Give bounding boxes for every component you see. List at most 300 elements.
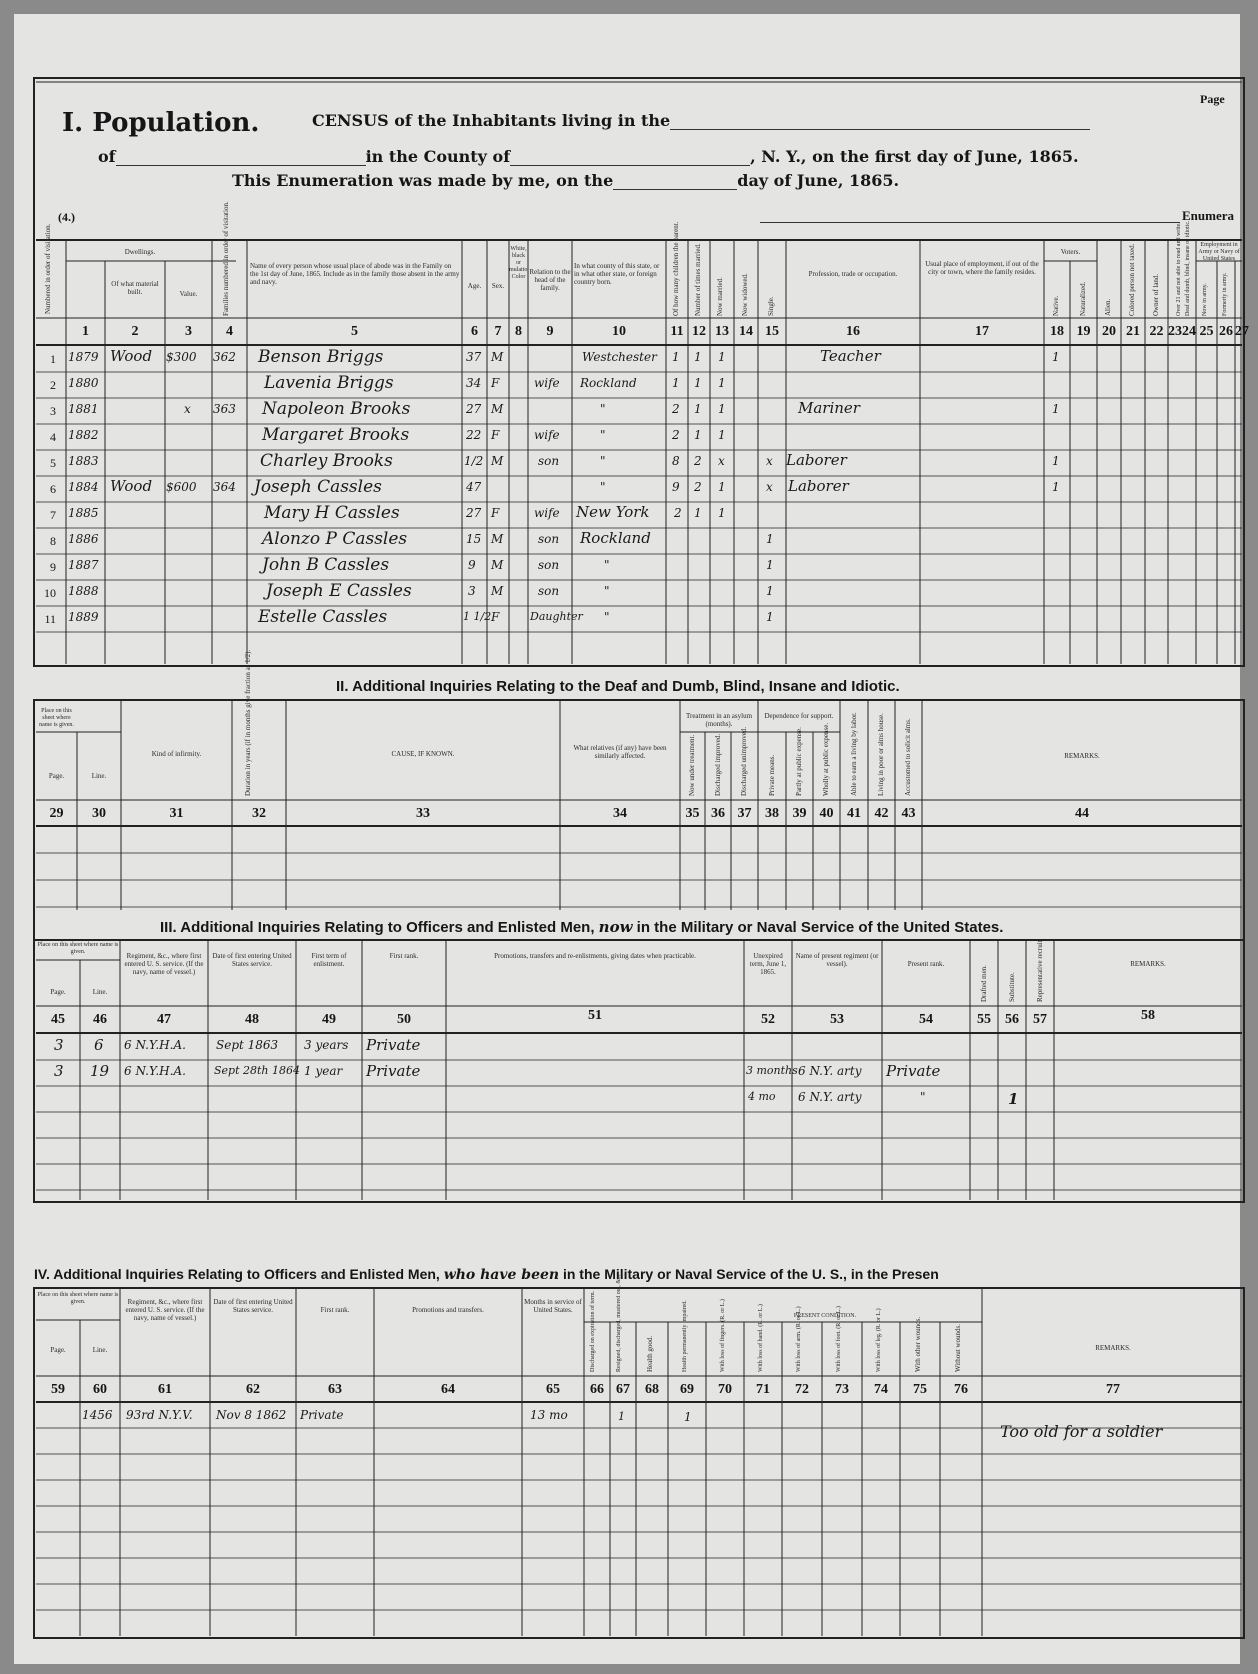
- entry-date: Nov 8 1862: [216, 1408, 287, 1422]
- col-10-label: In what county of this state, or in what other state, or foreign country born.: [574, 262, 660, 286]
- times-married: 1: [694, 376, 702, 390]
- s4-col-60-label: Line.: [92, 1346, 108, 1354]
- row-line-number: 8: [50, 534, 56, 548]
- form-number: (4.): [58, 210, 75, 224]
- person-birthplace: ": [600, 402, 606, 416]
- section-3-heading: III. Additional Inquiries Relating to Officers and Enlisted Men, now in the Military or Naval Service of the United States.: [160, 918, 1004, 936]
- children-count: 9: [672, 480, 680, 494]
- person-age: 37: [466, 350, 482, 364]
- person-birthplace: ": [604, 584, 610, 598]
- times-married: 2: [694, 454, 702, 468]
- person-name: Alonzo P Cassles: [262, 529, 408, 549]
- col-num-25: 25: [1199, 324, 1214, 339]
- single-mark: x: [766, 480, 773, 494]
- col-num-18: 18: [1050, 324, 1064, 339]
- first-rank: Private: [366, 1036, 421, 1054]
- s3-col-num-58: 58: [1141, 1008, 1155, 1023]
- present-rank: ": [920, 1090, 926, 1104]
- col-num-21: 21: [1126, 324, 1140, 339]
- row-line-number: 2: [50, 378, 56, 392]
- s2-group-place: Place on this sheet where name is given.: [39, 708, 74, 728]
- census-title-line-1: CENSUS of the Inhabitants living in the: [312, 110, 1090, 130]
- col-num-1: 1: [82, 324, 89, 339]
- s4-col-73-label: With loss of foot. (R. or L.): [836, 1306, 842, 1372]
- now-married: 1: [718, 428, 726, 442]
- col-num-10: 10: [612, 324, 626, 339]
- s4-col-66-label: Discharged on expiration of term.: [590, 1290, 596, 1372]
- col-num-22: 22: [1149, 324, 1164, 339]
- s3-col-57-label: Representative recruit.: [1036, 938, 1044, 1002]
- person-sex: M: [491, 402, 504, 416]
- s4-col-num-70: 70: [718, 1382, 732, 1397]
- s2-col-num-32: 32: [252, 806, 266, 821]
- row-line-number: 10: [44, 586, 56, 600]
- s2-col-43-label: Accustomed to solicit alms.: [904, 718, 912, 796]
- now-married: x: [718, 454, 725, 468]
- person-name: Lavenia Briggs: [264, 373, 394, 393]
- s3-col-num-52: 52: [761, 1012, 775, 1027]
- entry-date: Sept 28th 1864: [214, 1064, 300, 1077]
- person-name: Joseph Cassles: [254, 477, 382, 497]
- s4-col-70-label: With loss of fingers. (R. or L.): [720, 1299, 726, 1372]
- col-num-5: 5: [351, 324, 358, 339]
- col-num-13: 13: [715, 324, 729, 339]
- line-ref: 6: [94, 1036, 104, 1054]
- col-2-label: Of what material built.: [111, 280, 159, 296]
- person-birthplace: ": [600, 428, 606, 442]
- occupation: Mariner: [798, 399, 860, 417]
- person-age: 47: [466, 480, 482, 494]
- single-mark: x: [766, 454, 773, 468]
- unexpired-term: 3 months: [746, 1064, 798, 1077]
- dwelling-value: x: [184, 402, 191, 416]
- person-relation: son: [538, 584, 560, 598]
- row-line-number: 4: [50, 430, 56, 444]
- s4-col-68-label: Health good.: [646, 1335, 654, 1372]
- section-1-heading: I. Population.: [62, 108, 260, 138]
- person-birthplace: New York: [576, 503, 650, 521]
- line-ref: 19: [90, 1062, 110, 1080]
- family-number: 362: [213, 350, 236, 364]
- col-num-4: 4: [226, 324, 233, 339]
- person-age: 9: [468, 558, 476, 572]
- s4-col-63-label: First rank.: [320, 1306, 350, 1314]
- dwelling-number: 1889: [68, 610, 99, 624]
- col-18-label: Native.: [1052, 295, 1060, 316]
- children-count: 1: [672, 350, 680, 364]
- occupation: Laborer: [788, 477, 849, 495]
- person-sex: M: [491, 584, 504, 598]
- children-count: 2: [674, 506, 682, 520]
- s3-col-56-label: Substitute.: [1008, 972, 1016, 1002]
- s2-group-treatment: Treatment in an asylum (months).: [685, 712, 753, 728]
- s2-col-num-30: 30: [92, 806, 106, 821]
- person-relation: wife: [534, 376, 560, 390]
- dwelling-number: 1886: [68, 532, 99, 546]
- times-married: 1: [694, 402, 702, 416]
- s4-col-num-65: 65: [546, 1382, 560, 1397]
- s4-col-num-61: 61: [158, 1382, 172, 1397]
- s3-col-54-label: Present rank.: [907, 960, 945, 968]
- single-mark: 1: [766, 532, 774, 546]
- s4-col-num-75: 75: [913, 1382, 927, 1397]
- s2-col-32-label: Duration in years (if in months give fraction as 1/2).: [244, 649, 252, 796]
- col-23-label: Over 21 and not able to read and write.: [1176, 222, 1182, 316]
- s3-col-46-label: Line.: [92, 988, 108, 996]
- person-relation: son: [538, 558, 560, 572]
- person-sex: M: [491, 558, 504, 572]
- dwelling-material: Wood: [110, 477, 153, 495]
- group-employment: Employment in Army or Navy of United States: [1198, 242, 1240, 262]
- entry-date: Sept 1863: [216, 1038, 279, 1052]
- dwelling-number: 1881: [68, 402, 99, 416]
- person-age: 27: [466, 402, 482, 416]
- s2-col-37-label: Discharged unimproved.: [740, 726, 748, 796]
- native-mark: 1: [1052, 480, 1060, 494]
- col-12-label: Number of times married.: [694, 243, 702, 316]
- person-name: John B Cassles: [262, 555, 390, 575]
- census-title-line-3: This Enumeration was made by me, on the day of June, 1865.: [232, 171, 900, 190]
- native-mark: 1: [1052, 454, 1060, 468]
- dwelling-number: 1879: [68, 350, 99, 364]
- col-14-label: Now widowed.: [741, 273, 749, 316]
- s4-col-num-66: 66: [590, 1382, 604, 1397]
- now-married: 1: [718, 480, 726, 494]
- col-num-14: 14: [739, 324, 753, 339]
- occupation: Teacher: [820, 347, 881, 365]
- col-20-label: Alien.: [1104, 298, 1112, 316]
- enlistment-term: 3 years: [304, 1038, 349, 1052]
- col-13-label: Now married.: [716, 277, 724, 316]
- person-age: 3: [468, 584, 476, 598]
- person-sex: M: [491, 454, 504, 468]
- family-number: 364: [213, 480, 236, 494]
- col-num-17: 17: [975, 324, 989, 339]
- col-19-label: Naturalized.: [1079, 281, 1087, 316]
- section-2-heading: II. Additional Inquiries Relating to the Deaf and Dumb, Blind, Insane and Idiotic.: [336, 678, 900, 695]
- s3-col-num-54: 54: [919, 1012, 933, 1027]
- person-sex: F: [491, 610, 500, 624]
- s4-col-num-59: 59: [51, 1382, 65, 1397]
- dwelling-material: Wood: [110, 347, 153, 365]
- col-17-label: Usual place of employment, if out of the city or town, where the family resides.: [925, 260, 1039, 276]
- s4-col-71-label: With loss of hand. (R. or L.): [758, 1304, 764, 1372]
- section-3-heading-emphasis: now: [598, 918, 633, 936]
- s3-col-num-50: 50: [397, 1012, 411, 1027]
- s2-col-num-42: 42: [874, 806, 889, 821]
- s4-col-69-label: Health permanently impaired.: [682, 1300, 688, 1372]
- person-sex: F: [491, 376, 500, 390]
- s4-col-num-72: 72: [795, 1382, 809, 1397]
- col-7-label: Sex.: [491, 282, 505, 290]
- col-num-26: 26: [1219, 324, 1233, 339]
- s4-group-place: Place on this sheet where name is given.: [37, 1292, 119, 1305]
- s3-col-num-51: 51: [588, 1008, 602, 1023]
- s2-col-num-34: 34: [613, 806, 627, 821]
- person-birthplace: Rockland: [580, 529, 651, 547]
- page-ref: 3: [54, 1062, 64, 1080]
- enumeration-line: [760, 222, 1180, 223]
- s4-col-76-label: Without wounds.: [954, 1324, 962, 1372]
- s2-col-38-label: Private means.: [768, 754, 776, 796]
- s2-col-num-41: 41: [847, 806, 861, 821]
- s2-col-31-label: Kind of infirmity.: [151, 750, 202, 758]
- times-married: 1: [694, 428, 702, 442]
- person-age: 15: [466, 532, 482, 546]
- col-22-label: Owner of land.: [1152, 273, 1160, 316]
- s3-col-53-label: Name of present regiment (or vessel).: [795, 952, 879, 968]
- s4-col-num-74: 74: [874, 1382, 888, 1397]
- col-1-label: Numbered in order of visitation.: [44, 223, 52, 314]
- row-line-number: 3: [50, 404, 56, 418]
- page-ref: 3: [54, 1036, 64, 1054]
- row-line-number: 1: [50, 352, 56, 366]
- s4-col-75-label: With other wounds.: [914, 1316, 922, 1372]
- person-name: Napoleon Brooks: [262, 399, 411, 419]
- page-label: Page: [1200, 92, 1225, 106]
- s2-col-29-label: Page.: [48, 772, 65, 780]
- regiment: 6 N.Y.H.A.: [124, 1038, 186, 1052]
- s3-col-55-label: Drafted men.: [980, 965, 988, 1002]
- s2-col-num-37: 37: [737, 806, 752, 821]
- s3-col-51-label: Promotions, transfers and re-enlistments, giving dates when practicable.: [494, 952, 696, 960]
- row-line-number: 7: [50, 508, 56, 522]
- col-9-label: Relation to the head of the family.: [529, 268, 571, 292]
- s3-col-48-label: Date of first entering United States service.: [212, 952, 292, 968]
- dwelling-number: 1887: [68, 558, 99, 572]
- col-num-27: 27: [1235, 324, 1249, 339]
- person-sex: M: [491, 350, 504, 364]
- now-married: 1: [718, 376, 726, 390]
- enlistment-term: 1 year: [304, 1064, 343, 1078]
- s2-col-num-33: 33: [416, 806, 430, 821]
- col-21-label: Colored person not taxed.: [1128, 243, 1136, 316]
- person-birthplace: Rockland: [580, 376, 637, 390]
- single-mark: 1: [766, 584, 774, 598]
- dwelling-number: 1888: [68, 584, 99, 598]
- col-6-label: Age.: [467, 282, 482, 290]
- person-name: Margaret Brooks: [262, 425, 410, 445]
- s2-col-num-43: 43: [901, 806, 916, 821]
- col-num-16: 16: [846, 324, 860, 339]
- s4-col-num-77: 77: [1106, 1382, 1120, 1397]
- col-num-11: 11: [670, 324, 684, 339]
- first-rank: Private: [300, 1408, 344, 1422]
- s3-col-num-48: 48: [245, 1012, 259, 1027]
- s3-col-num-53: 53: [830, 1012, 844, 1027]
- dwelling-number: 1883: [68, 454, 99, 468]
- s2-col-num-38: 38: [765, 806, 779, 821]
- col-num-19: 19: [1076, 324, 1091, 339]
- s3-col-num-55: 55: [977, 1012, 991, 1027]
- section-4-heading-emphasis: who have been: [443, 1267, 560, 1283]
- col-num-24: 24: [1182, 324, 1196, 339]
- s2-col-num-44: 44: [1075, 806, 1089, 821]
- substitute-mark: 1: [1008, 1090, 1019, 1108]
- children-count: 2: [672, 428, 680, 442]
- dwelling-number: 1882: [68, 428, 99, 442]
- col-24-label: Deaf and dumb, blind, insane or idiotic.: [1185, 220, 1191, 316]
- s2-col-num-29: 29: [49, 806, 64, 821]
- s2-group-dependence: Dependence for support.: [764, 712, 834, 720]
- person-name: Mary H Cassles: [264, 503, 400, 523]
- row-line-number: 9: [50, 560, 56, 574]
- col-num-3: 3: [185, 324, 192, 339]
- person-age: 34: [466, 376, 482, 390]
- row-line-number: 5: [50, 456, 56, 470]
- person-sex: F: [491, 428, 500, 442]
- dwelling-number: 1880: [68, 376, 99, 390]
- s4-group-present: PRESENT CONDITION.: [793, 1313, 857, 1319]
- s2-col-33-label: CAUSE, IF KNOWN.: [391, 750, 455, 758]
- s2-col-num-40: 40: [819, 806, 834, 821]
- person-birthplace: Westchester: [582, 350, 657, 364]
- s4-col-65-label: Months in service of United States.: [524, 1298, 582, 1314]
- s4-col-74-label: With loss of leg. (R. or L.): [876, 1308, 882, 1372]
- s2-col-num-36: 36: [711, 806, 725, 821]
- s4-col-67-label: Resigned, discharged, mustered out, &c.: [616, 1274, 622, 1372]
- col-3-label: Value.: [179, 290, 198, 298]
- occupation: Laborer: [786, 451, 847, 469]
- col-8-label: White, black or mulatto. Color: [509, 246, 529, 280]
- present-regiment: 6 N.Y. arty: [798, 1090, 862, 1104]
- s2-col-35-label: Now under treatment.: [688, 734, 696, 796]
- dwelling-number: 1885: [68, 506, 99, 520]
- col-num-9: 9: [546, 324, 554, 339]
- regiment: 93rd N.Y.V.: [126, 1408, 193, 1422]
- s2-col-num-31: 31: [169, 806, 184, 821]
- col-num-20: 20: [1102, 324, 1116, 339]
- col-5-label: Name of every person whose usual place of abode was in the Family on the 1st day of June, 1865. Include as in the family those absent in the army and navy.: [250, 262, 460, 286]
- person-relation: wife: [534, 428, 560, 442]
- s3-col-49-label: First term of enlistment.: [311, 952, 347, 968]
- now-married: 1: [718, 350, 726, 364]
- person-name: Charley Brooks: [260, 451, 393, 471]
- remarks: Too old for a soldier: [1000, 1422, 1163, 1441]
- col-num-8: 8: [515, 324, 522, 339]
- s4-col-61-label: Regiment, &c., where first entered U. S. service. (If the navy, name of vessel.): [125, 1298, 205, 1322]
- s4-col-num-76: 76: [954, 1382, 968, 1397]
- s4-col-num-63: 63: [328, 1382, 342, 1397]
- s4-col-64-label: Promotions and transfers.: [412, 1306, 484, 1314]
- family-number: 363: [213, 402, 236, 416]
- s2-col-34-label: What relatives (if any) have been similarly affected.: [573, 744, 667, 760]
- s3-group-place: Place on this sheet where name is given.: [37, 942, 119, 955]
- census-title-line-2: of in the County of , N. Y., on the first day of June, 1865.: [98, 147, 1079, 166]
- s3-col-58-label: REMARKS.: [1130, 960, 1166, 968]
- person-name: Joseph E Cassles: [266, 581, 412, 601]
- col-15-label: Single.: [767, 296, 775, 316]
- now-married: 1: [718, 402, 726, 416]
- person-sex: F: [491, 506, 500, 520]
- s3-col-50-label: First rank.: [389, 952, 419, 960]
- times-married: 1: [694, 350, 702, 364]
- present-rank: Private: [886, 1062, 941, 1080]
- s4-col-num-64: 64: [441, 1382, 455, 1397]
- person-name: Benson Briggs: [258, 347, 384, 367]
- dwelling-number: 1884: [68, 480, 99, 494]
- s3-col-47-label: Regiment, &c., where first entered U. S. service. (If the navy, name of vessel.): [124, 952, 204, 976]
- s3-col-num-46: 46: [93, 1012, 107, 1027]
- s4-col-num-73: 73: [835, 1382, 849, 1397]
- present-regiment: 6 N.Y. arty: [798, 1064, 862, 1078]
- s3-col-num-47: 47: [157, 1012, 171, 1027]
- now-married: 1: [718, 506, 726, 520]
- s4-col-62-label: Date of first entering United States service.: [213, 1298, 293, 1314]
- s2-col-41-label: Able to earn a living by labor.: [850, 712, 858, 796]
- months-served: 13 mo: [530, 1408, 568, 1422]
- s2-col-num-35: 35: [685, 806, 700, 821]
- col-26-label: Formerly in army.: [1222, 272, 1228, 316]
- col-num-2: 2: [131, 324, 139, 339]
- s3-col-num-57: 57: [1033, 1012, 1047, 1027]
- col-num-23: 23: [1168, 324, 1182, 339]
- person-birthplace: ": [600, 454, 606, 468]
- s2-col-40-label: Wholly at public expense.: [822, 722, 830, 796]
- s3-col-num-45: 45: [51, 1012, 65, 1027]
- line-ref: 1456: [82, 1408, 113, 1422]
- children-count: 2: [672, 402, 680, 416]
- s2-col-30-label: Line.: [91, 772, 107, 780]
- person-birthplace: ": [600, 480, 606, 494]
- person-name: Estelle Cassles: [258, 607, 388, 627]
- s3-col-num-49: 49: [322, 1012, 336, 1027]
- row-line-number: 11: [44, 612, 56, 626]
- s4-col-59-label: Page.: [50, 1346, 66, 1354]
- section-4-heading: IV. Additional Inquiries Relating to Officers and Enlisted Men, who have been in the Military or Naval Service of the U. S., in the Presen: [34, 1266, 939, 1283]
- s3-col-num-56: 56: [1005, 1012, 1019, 1027]
- person-relation: wife: [534, 506, 560, 520]
- native-mark: 1: [1052, 350, 1060, 364]
- single-mark: 1: [766, 558, 774, 572]
- group-voters: Voters.: [1060, 248, 1081, 256]
- s4-col-num-60: 60: [93, 1382, 107, 1397]
- col-num-15: 15: [765, 324, 779, 339]
- col-11-label: Of how many children the parent.: [672, 221, 680, 316]
- person-age: 27: [466, 506, 482, 520]
- s2-col-36-label: Discharged improved.: [714, 733, 722, 796]
- person-birthplace: ": [604, 558, 610, 572]
- person-sex: M: [491, 532, 504, 546]
- dwelling-value: $300: [166, 350, 197, 364]
- s3-col-45-label: Page.: [50, 988, 66, 996]
- native-mark: 1: [1052, 402, 1060, 416]
- person-age: 22: [466, 428, 482, 442]
- discharged-mark: 1: [618, 1410, 625, 1423]
- children-count: 1: [672, 376, 680, 390]
- col-16-label: Profession, trade or occupation.: [808, 270, 898, 278]
- s3-col-52-label: Unexpired term, June 1, 1865.: [749, 952, 787, 976]
- s4-col-72-label: With loss of arm. (R. or L.): [796, 1306, 802, 1372]
- person-age: 1 1/2: [463, 610, 492, 623]
- person-relation: son: [538, 454, 560, 468]
- health-impaired-mark: 1: [684, 1410, 692, 1424]
- group-dwellings: Dwellings.: [124, 248, 156, 256]
- person-birthplace: ": [604, 610, 610, 624]
- col-num-7: 7: [494, 324, 502, 339]
- enumeration-label: Enumera: [1182, 208, 1234, 223]
- col-25-label: Now in army.: [1202, 283, 1208, 316]
- children-count: 8: [672, 454, 680, 468]
- col-num-12: 12: [692, 324, 706, 339]
- first-rank: Private: [366, 1062, 421, 1080]
- s2-col-42-label: Living in poor or alms house.: [877, 713, 885, 796]
- s4-col-num-68: 68: [645, 1382, 659, 1397]
- s4-col-num-69: 69: [680, 1382, 694, 1397]
- times-married: 2: [694, 480, 702, 494]
- col-4-label: Families numbered in order of visitation.: [222, 201, 230, 316]
- person-age: 1/2: [464, 454, 484, 468]
